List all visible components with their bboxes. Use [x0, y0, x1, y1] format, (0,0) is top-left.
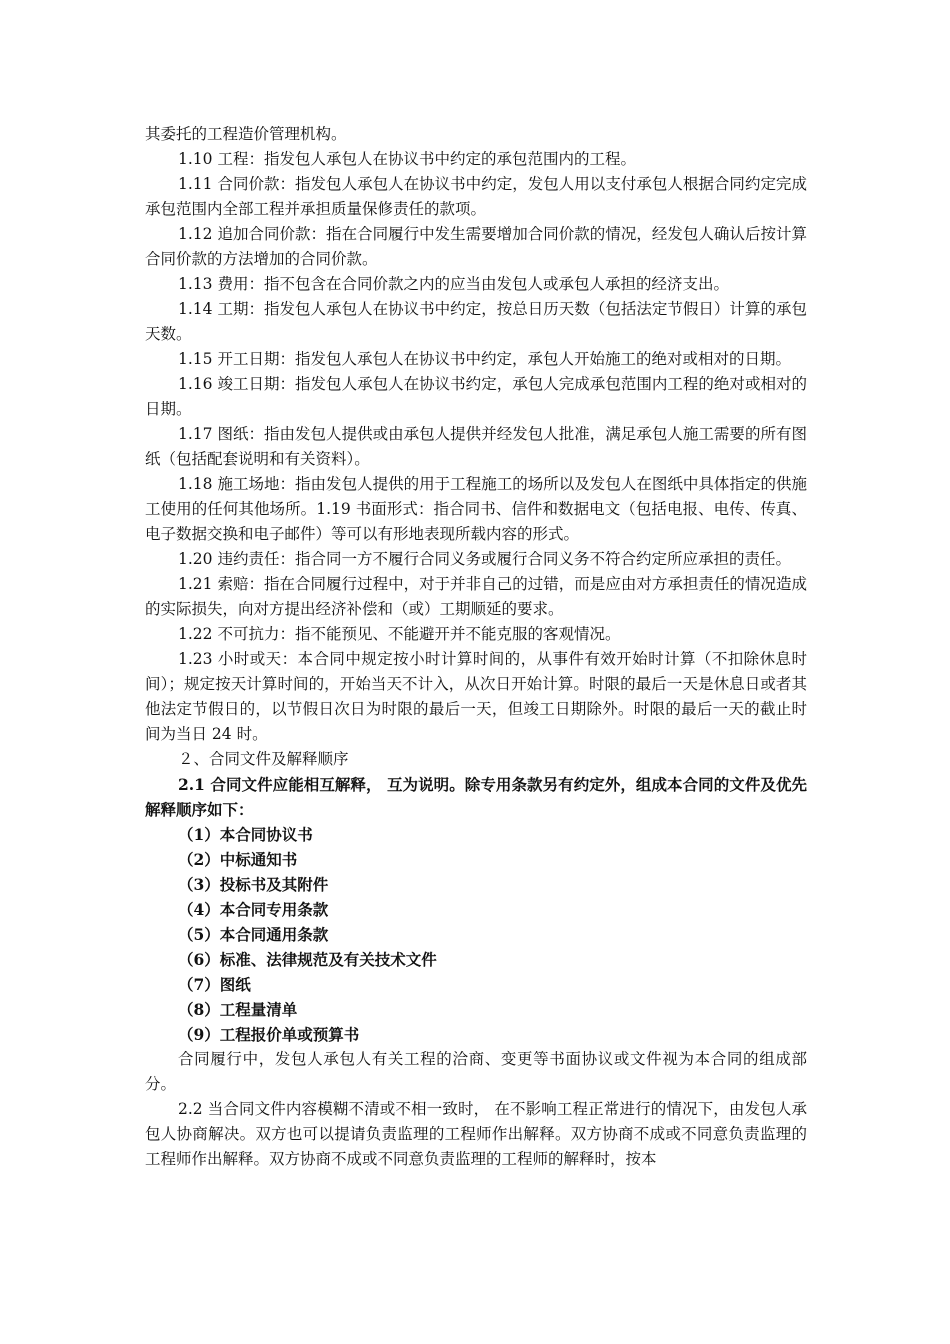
clause-1-18-1-19: 1.18 施工场地：指由发包人提供的用于工程施工的场所以及发包人在图纸中具体指定的供施工使用的任何其他场所。1.19 书面形式：指合同书、信件和数据电文（包括电报、电传、传真、电子数据交换和电子邮件）等可以有形地表现所载内容的形式。 [145, 475, 807, 543]
clause-1-17: 1.17 图纸：指由发包人提供或由承包人提供并经发包人批准，满足承包人施工需要的所有图纸（包括配套说明和有关资料）。 [145, 425, 807, 468]
list-item: （5）本合同通用条款 [178, 925, 329, 944]
clause-1-21: 1.21 索赔：指在合同履行过程中，对于并非自己的过错，而是应由对方承担责任的情况造成的实际损失，向对方提出经济补偿和（或）工期顺延的要求。 [145, 575, 807, 618]
clause-1-23: 1.23 小时或天：本合同中规定按小时计算时间的，从事件有效开始时计算（不扣除休息时间）；规定按天计算时间的，开始当天不计入，从次日开始计算。时限的最后一天是休息日或者其他法定节假日的，以节假日次日为时限的最后一天，但竣工日期除外。时限的最后一天的截止时间为当日 24 时。 [145, 650, 807, 743]
paragraph-amendments: 合同履行中，发包人承包人有关工程的洽商、变更等书面协议或文件视为本合同的组成部分。 [145, 1050, 807, 1093]
list-item: （4）本合同专用条款 [178, 900, 329, 919]
clause-1-20: 1.20 违约责任：指合同一方不履行合同义务或履行合同义务不符合约定所应承担的责任。 [178, 550, 791, 568]
document-page [145, 122, 807, 1172]
clause-1-12: 1.12 追加合同价款：指在合同履行中发生需要增加合同价款的情况，经发包人确认后按计算合同价款的方法增加的合同价款。 [145, 225, 807, 268]
clause-1-16: 1.16 竣工日期：指发包人承包人在协议书约定，承包人完成承包范围内工程的绝对或相对的日期。 [145, 375, 807, 418]
clause-1-11: 1.11 合同价款：指发包人承包人在协议书中约定，发包人用以支付承包人根据合同约定完成承包范围内全部工程并承担质量保修责任的款项。 [145, 175, 807, 218]
list-item: （9）工程报价单或预算书 [178, 1025, 360, 1044]
clause-1-13: 1.13 费用：指不包含在合同价款之内的应当由发包人或承包人承担的经济支出。 [178, 275, 729, 293]
clause-2-1: 2.1 合同文件应能相互解释， 互为说明。除专用条款另有约定外，组成本合同的文件及优先解释顺序如下： [145, 775, 807, 819]
list-item: （1）本合同协议书 [178, 825, 313, 844]
document-order-list [145, 822, 807, 1047]
section-heading: ２、合同文件及解释顺序 [178, 750, 349, 768]
list-item: （8）工程量清单 [178, 1000, 298, 1019]
list-item: （3）投标书及其附件 [178, 875, 329, 894]
list-item: （7）图纸 [178, 975, 251, 994]
list-item: （6）标准、法律规范及有关技术文件 [178, 950, 437, 969]
list-item: （2）中标通知书 [178, 850, 298, 869]
clause-1-10: 1.10 工程：指发包人承包人在协议书中约定的承包范围内的工程。 [178, 150, 636, 168]
clause-2-2: 2.2 当合同文件内容模糊不清或不相一致时， 在不影响工程正常进行的情况下，由发包人承包人协商解决。双方也可以提请负责监理的工程师作出解释。双方协商不成或不同意负责监理的工程师作出解释。双方协商不成或不同意负责监理的工程师的解释时，按本 [145, 1100, 807, 1168]
clause-1-22: 1.22 不可抗力：指不能预见、不能避开并不能克服的客观情况。 [178, 625, 621, 643]
paragraph-continuation: 其委托的工程造价管理机构。 [145, 125, 347, 143]
clause-1-15: 1.15 开工日期：指发包人承包人在协议书中约定，承包人开始施工的绝对或相对的日期。 [178, 350, 791, 368]
clause-1-14: 1.14 工期：指发包人承包人在协议书中约定，按总日历天数（包括法定节假日）计算的承包天数。 [145, 300, 807, 343]
